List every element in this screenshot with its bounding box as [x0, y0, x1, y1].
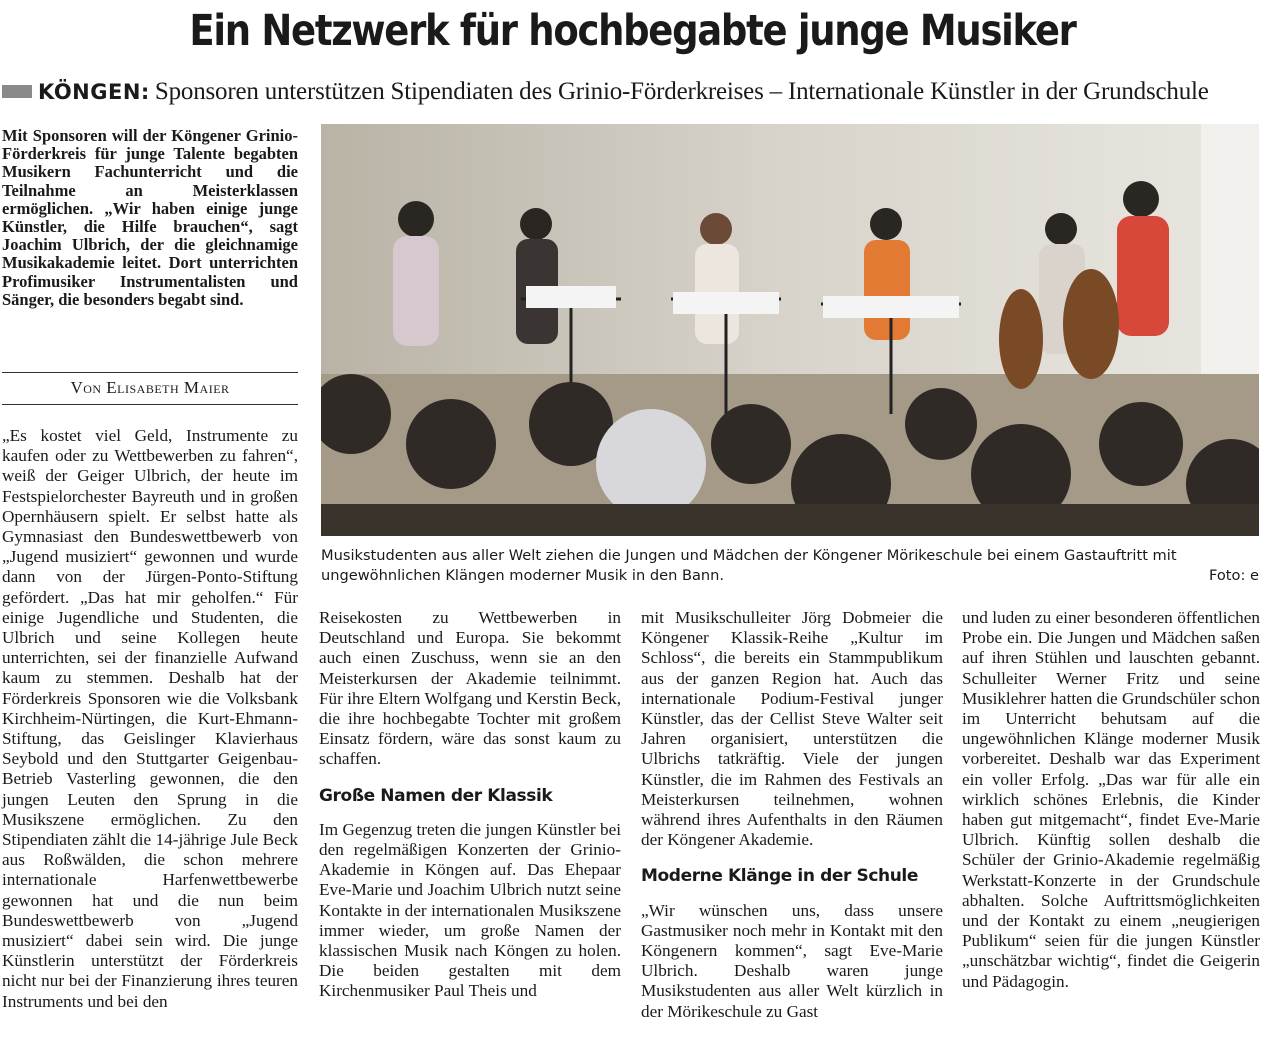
article-column-4 — [962, 608, 1260, 992]
byline-rule-top — [2, 372, 298, 373]
column-2-text-b: Im Gegenzug treten die jungen Künstler bei den regelmäßigen Konzerten der Grinio-Akademie in Köngen auf. Das Ehepaar Eve-Marie und Joachim Ulbrich nutzt seine Kontakte in der internationalen Musikszene immer wieder, um große Namen der klassischen Musik nach Köngen zu holen. Die beiden gestalten mit dem Kirchenmusiker Paul Theis und — [319, 819, 621, 1001]
column-1-text: „Es kostet viel Geld, Instrumente zu kaufen oder zu Wettbewerben zu fahren“, weiß der Geiger Ulbrich, der heute im Festspielorchester Bayreuth und in großen Opernhäusern spielt. Er selbst hatte als Gymnasiast den Bundeswettbewerb von „Jugend musiziert“ gewonnen und wurde dann von der Jürgen-Ponto-Stiftung gefördert. „Das hat mir geholfen.“ Für einige Jugendliche und Studenten, die Ulbrich und seine Kollegen heute unterrichten, sei der finanzielle Aufwand kaum zu stemmen. Deshalb hat der Förderkreis Sponsoren wie die Volksbank Kirchheim-Nürtingen, die Kurt-Ehmann-Stiftung, das Geislinger Klavierhaus Seybold und den Stuttgarter Geigenbau-Betrieb Vasterling gewonnen, die den jungen Leuten den Sprung in die Musikszene ermöglichen. Zu den Stipendiaten zählt die 14-jährige Jule Beck aus Roßwälden, die schon mehrere internationale Harfenwettbewerbe gewonnen hat und die nun beim Bundeswettbewerb von „Jugend musiziert“ dabei sein wird. Die junge Künstlerin unterstützt der Förderkreis nicht nur bei der Finanzierung ihres teuren Instruments und bei den — [2, 426, 298, 1011]
article-intro: Mit Sponsoren will der Köngener Grinio-Förderkreis für junge Talente begabten Musikern Fachunterricht und die Teilnahme an Meisterklassen ermöglichen. „Wir haben einige junge Künstler, die Hilfe brauchen“, sagt Joachim Ulbrich, der die gleichnamige Musikakademie leitet. Dort unterrichten Profimusiker Instrumentalisten und Sänger, die besonders begabt sind. — [2, 126, 298, 309]
article-column-2 — [319, 608, 621, 1002]
subline-marker — [2, 85, 32, 98]
column-4-text: und luden zu einer besonderen öffentlichen Probe ein. Die Jungen und Mädchen saßen auf ihren Stühlen und lauschten gebannt. Schulleiter Werner Fritz und seine Musiklehrer hatten die Grundschüler schon im Unterricht behutsam auf die ungewöhnlichen Klänge moderner Musik vorbereitet. Deshalb war das Experiment ein voller Erfolg. „Das war für alle ein wirklich schönes Erlebnis, die Kinder haben gut mitgemacht“, findet Eve-Marie Ulbrich. Künftig sollen deshalb die Schüler der Grinio-Akademie regelmäßig Werkstatt-Konzerte in der Grundschule abhalten. Solche Auftrittsmöglichkeiten und der Kontakt zu einem „neugierigen Publikum“ seien für die jungen Künstler „unschätzbar wichtig“, findet die Geigerin und Pädagogin. — [962, 608, 1260, 991]
byline-rule-bottom — [2, 404, 298, 405]
subline-text: Sponsoren unterstützen Stipendiaten des Grinio-Förderkreises – Internationale Künstler in der Grundschule — [154, 78, 1209, 105]
article-column-1 — [2, 426, 298, 1012]
caption-text: Musikstudenten aus aller Welt ziehen die Jungen und Mädchen der Köngener Mörikeschule bei einem Gastauftritt mit ungewöhnlichen Klängen moderner Musik in den Bann. — [321, 547, 1177, 584]
article-column-3 — [641, 608, 943, 1022]
article-byline: Von Elisabeth Maier — [70, 378, 230, 397]
article-headline: Ein Netzwerk für hochbegabte junge Musiker — [189, 6, 1076, 56]
caption-credit: Foto: e — [1209, 567, 1259, 584]
column-2-text-a: Reisekosten zu Wettbewerben in Deutschland und Europa. Sie bekommt auch einen Zuschuss, wenn sie an den Meisterkursen der Akademie teilnimmt. Für ihre Eltern Wolfgang und Kerstin Beck, die ihre hochbegabte Tochter mit großem Einsatz fördern, wäre das sonst kaum zu schaffen. — [319, 608, 621, 769]
photo-string-quintet-icon — [321, 124, 1259, 536]
subline-place: KÖNGEN: — [38, 80, 150, 104]
article-photo — [321, 124, 1259, 536]
subhead-moderne-klaenge: Moderne Klänge in der Schule — [641, 866, 918, 887]
column-3-text-a: mit Musikschulleiter Jörg Dobmeier die Köngener Klassik-Reihe „Kultur im Schloss“, die bereits ein Stammpublikum aus der ganzen Region hat. Auch das internationale Podium-Festival junger Künstler, das der Cellist Steve Walter seit Jahren organisiert, unterstützen die Ulbrichs tatkräftig. Viele der jungen Künstler, die im Rahmen des Festivals an Meisterkursen teilnehmen, wohnen während ihres Aufenthalts in den Räumen der Köngener Akademie. — [641, 608, 943, 850]
photo-caption — [321, 546, 1259, 586]
column-3-text-b: „Wir wünschen uns, dass unsere Gastmusiker noch mehr in Kontakt mit den Köngenern kommen“, sagt Eve-Marie Ulbrich. Deshalb waren junge Musikstudenten aus aller Welt kürzlich in der Mörikeschule zu Gast — [641, 900, 943, 1021]
article-subline — [2, 78, 1264, 112]
subhead-grosse-namen: Große Namen der Klassik — [319, 785, 553, 806]
